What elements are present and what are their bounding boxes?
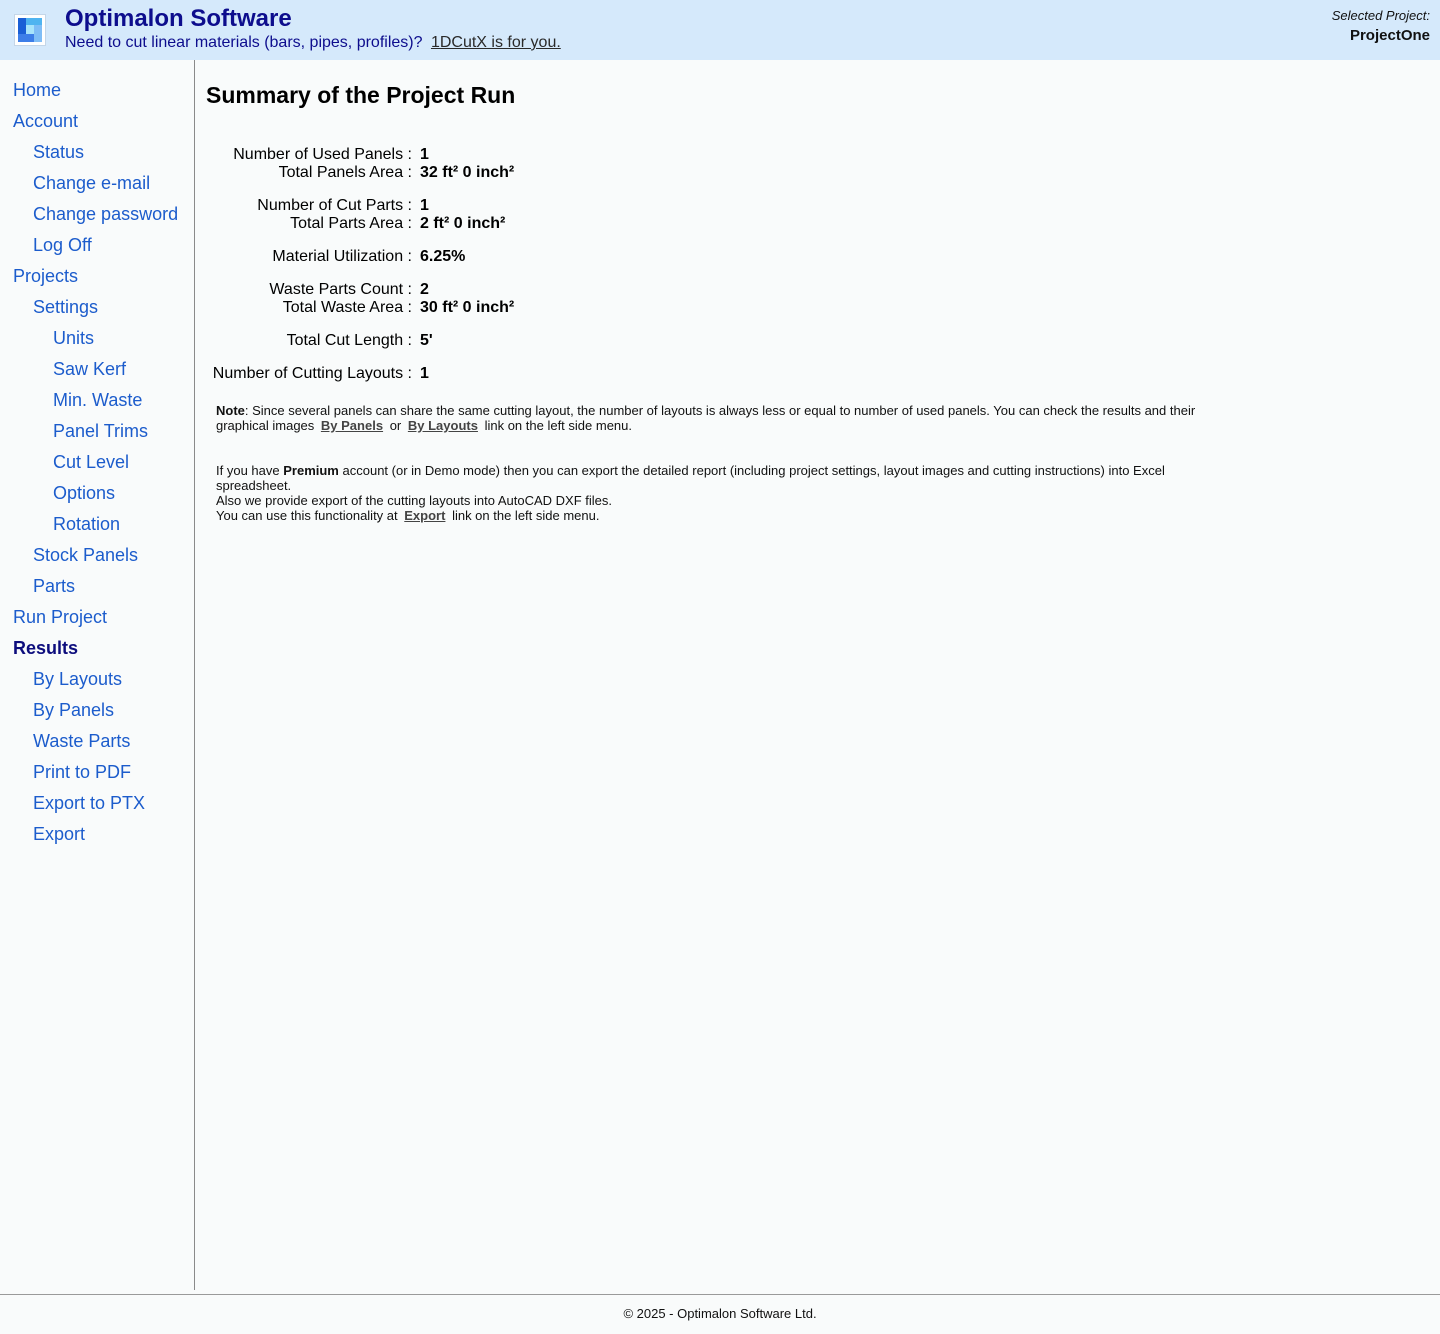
brand-title: Optimalon Software [65,5,292,32]
sidebar-item-saw-kerf[interactable]: Saw Kerf [53,359,127,379]
sidebar-item-change-email[interactable]: Change e-mail [33,173,151,193]
stat-total-cut-length [206,332,706,352]
promo-text: Need to cut linear materials (bars, pipes, profiles)? [65,34,423,51]
sidebar-item-home[interactable]: Home [13,80,62,100]
footer-divider [0,1294,1440,1295]
link-by-panels[interactable]: By Panels [320,418,384,433]
sidebar-item-settings[interactable]: Settings [33,297,99,317]
stat-total-panels-area [206,164,706,184]
sidebar-item-account[interactable]: Account [13,111,79,131]
sidebar-item-parts[interactable]: Parts [33,576,76,596]
footer-copyright: © 2025 - Optimalon Software Ltd. [623,1306,817,1321]
premium-label: Premium [283,463,339,478]
stat-value: 32 ft² 0 inch² [420,164,515,181]
sidebar-item-stock-panels[interactable]: Stock Panels [33,545,139,565]
stat-value: 5' [420,332,433,349]
sidebar-item-run-project[interactable]: Run Project [13,607,108,627]
stat-label: Total Cut Length : [286,332,412,349]
stat-label: Number of Cutting Layouts : [212,365,412,382]
sidebar-item-cut-level[interactable]: Cut Level [53,452,130,472]
stat-label: Number of Cut Parts : [257,197,412,214]
stat-material-utilization [206,248,706,268]
sidebar-item-change-password[interactable]: Change password [33,204,179,224]
sidebar-item-rotation[interactable]: Rotation [53,514,121,534]
stat-value: 2 ft² 0 inch² [420,215,506,232]
link-by-layouts[interactable]: By Layouts [407,418,478,433]
sidebar-item-waste-parts[interactable]: Waste Parts [33,731,131,751]
note-paragraph [216,403,1236,433]
selected-project-value: ProjectOne [1349,27,1430,44]
stat-value: 1 [420,365,429,382]
sidebar-item-units[interactable]: Units [53,328,95,348]
header [0,0,1440,60]
stat-total-waste-area [206,299,706,319]
export-info-line-2: Also we provide export of the cutting layouts into AutoCAD DXF files. [216,493,612,508]
stat-value: 1 [420,146,429,163]
note-or: or [389,418,402,433]
export-info-line-1 [216,463,1236,493]
export-info-line-3-pre: You can use this functionality at [216,508,398,523]
export-info-line-3-post: link on the left side menu. [452,508,600,523]
optimalon-logo-icon[interactable] [14,14,46,46]
stat-waste-parts-count [206,281,706,301]
sidebar-item-results[interactable]: Results [13,638,79,658]
stat-used-panels [206,146,706,166]
note-label: Note [216,403,245,418]
sidebar-item-by-layouts[interactable]: By Layouts [33,669,123,689]
sidebar-item-export[interactable]: Export [33,824,86,844]
link-export[interactable]: Export [404,508,446,523]
stat-value: 30 ft² 0 inch² [420,299,515,316]
export-info-line-3 [216,508,1236,523]
stat-label: Total Waste Area : [282,299,412,316]
stat-value: 2 [420,281,429,298]
stat-label: Number of Used Panels : [233,146,412,163]
page-title: Summary of the Project Run [206,82,516,108]
promo-link-1dcutx[interactable]: 1DCutX is for you. [430,34,561,51]
stat-cut-parts [206,197,706,217]
sidebar-item-log-off[interactable]: Log Off [33,235,92,255]
sidebar-item-print-to-pdf[interactable]: Print to PDF [33,762,132,782]
export-info-text-2: account (or in Demo mode) then you can export the detailed report (including project settings, layout images and cutting instructions) into Excel spreadsheet. [216,463,1165,493]
note-text-end: link on the left side menu. [484,418,632,433]
stat-cutting-layouts [206,365,706,385]
note-text: : Since several panels can share the same cutting layout, the number of layouts is always less or equal to number of used panels. You can check the results and their graphical images [216,403,1196,433]
stat-total-parts-area [206,215,706,235]
promo-line [65,34,561,52]
sidebar-item-projects[interactable]: Projects [13,266,79,286]
sidebar-item-export-to-ptx[interactable]: Export to PTX [33,793,146,813]
sidebar-item-panel-trims[interactable]: Panel Trims [53,421,149,441]
sidebar-item-min-waste[interactable]: Min. Waste [53,390,143,410]
sidebar-item-options[interactable]: Options [53,483,116,503]
stat-value: 1 [420,197,429,214]
stat-value: 6.25% [420,248,466,265]
stat-label: Waste Parts Count : [269,281,412,298]
stat-label: Material Utilization : [272,248,412,265]
sidebar-item-by-panels[interactable]: By Panels [33,700,115,720]
sidebar-item-status[interactable]: Status [33,142,85,162]
stat-label: Total Panels Area : [278,164,412,181]
sidebar-nav [0,60,195,1290]
export-info [216,463,1236,523]
selected-project-label: Selected Project: [1331,8,1430,23]
export-info-text: If you have [216,463,280,478]
stat-label: Total Parts Area : [290,215,412,232]
